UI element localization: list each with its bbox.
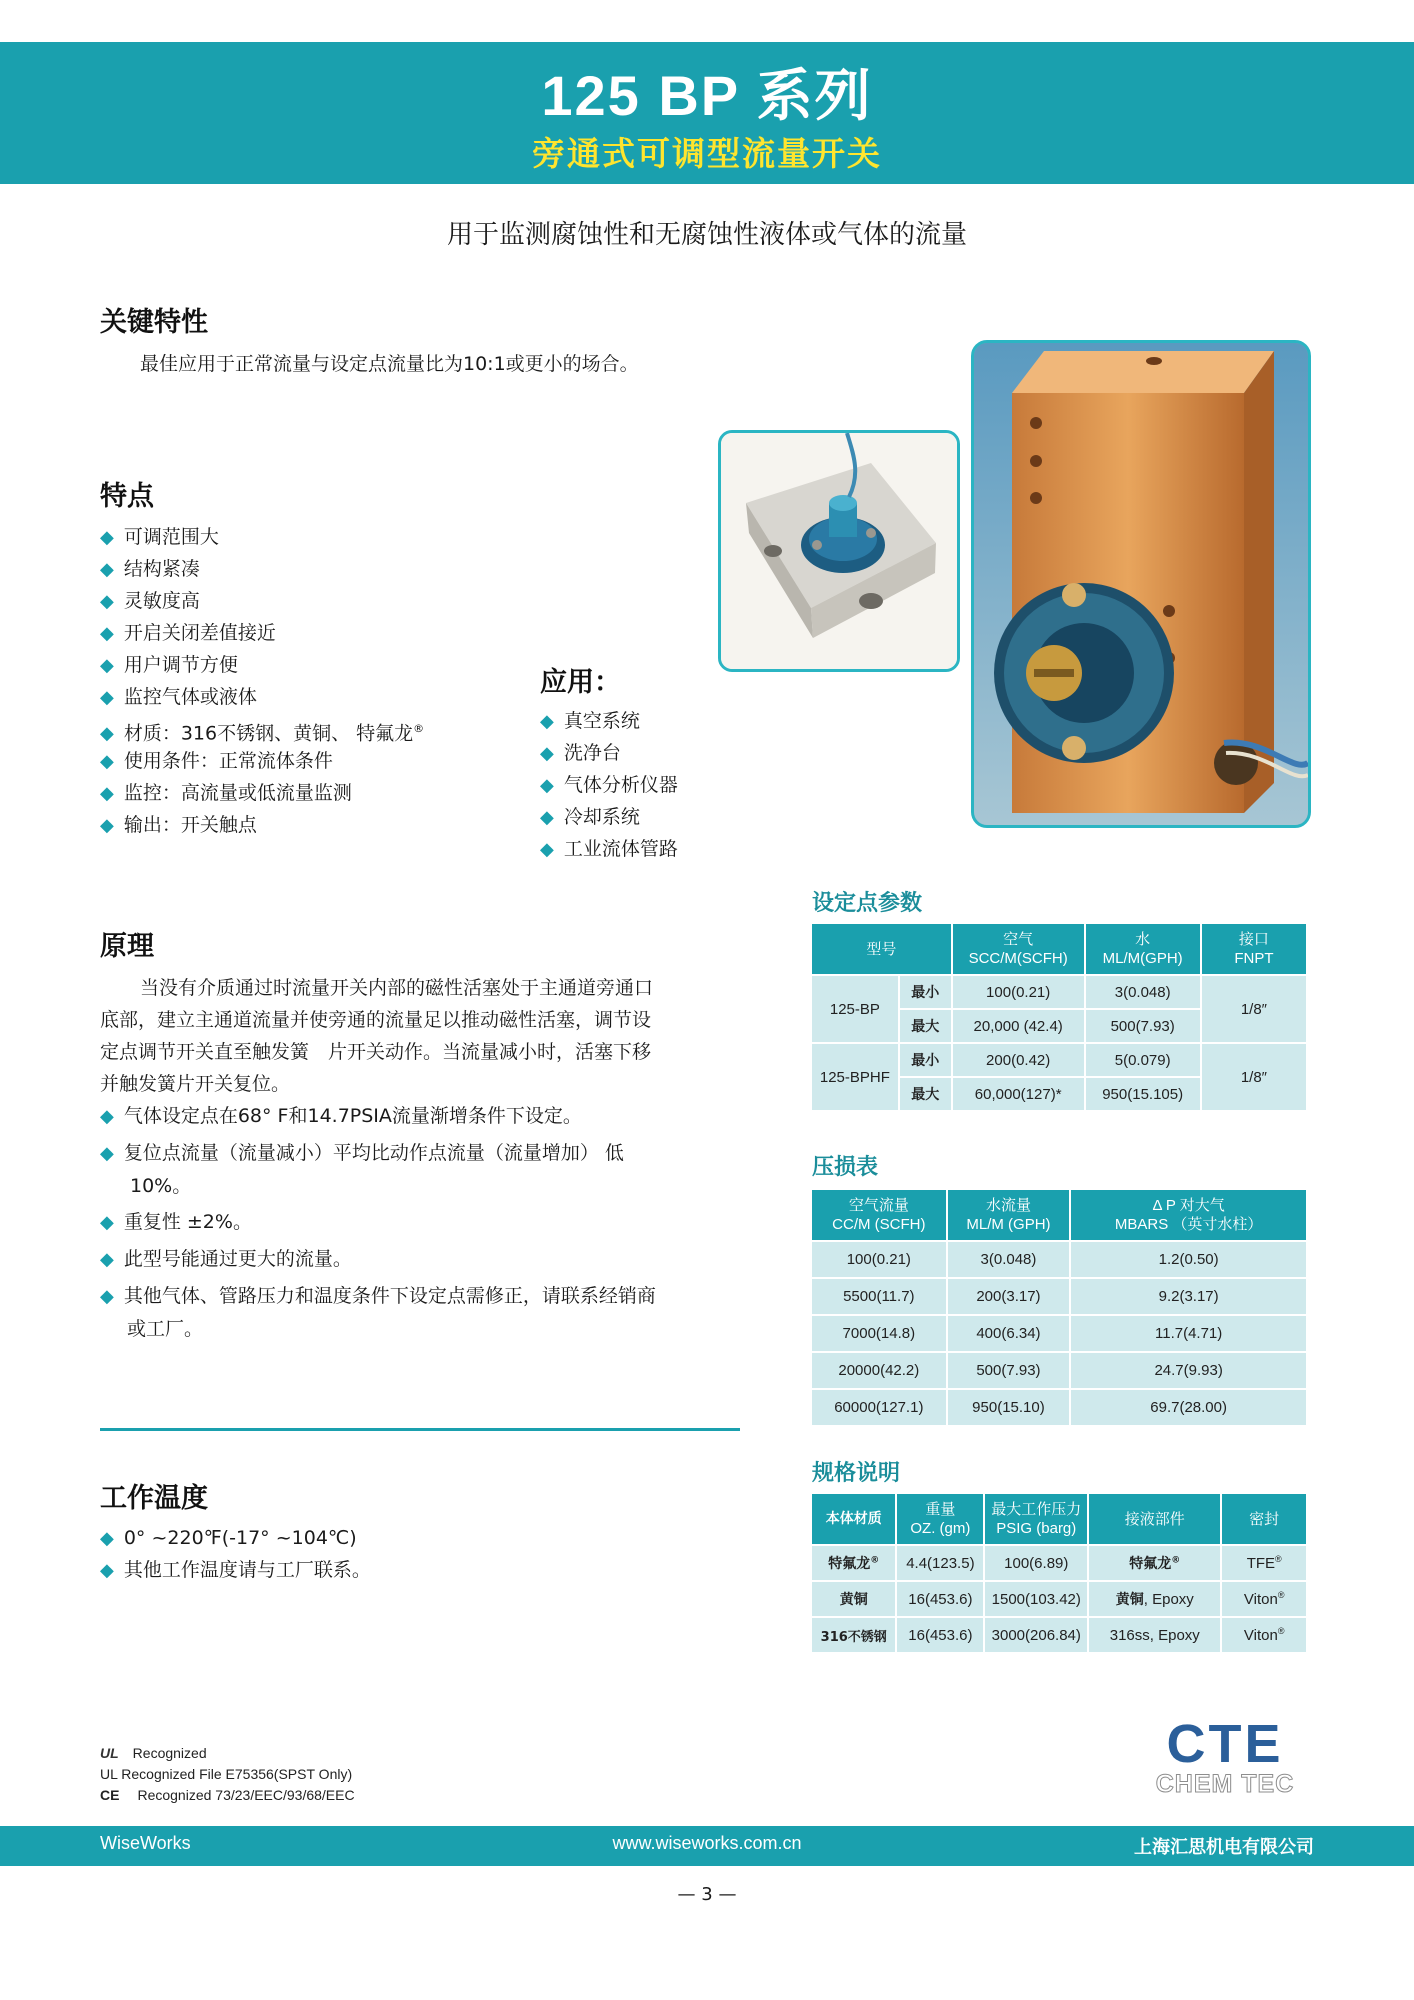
diamond-bullet-icon: ◆ [540, 839, 554, 860]
diamond-bullet-icon: ◆ [100, 723, 114, 745]
application-item: ◆ 洗净台 [540, 742, 621, 764]
feature-item: ◆ 开启关闭差值接近 [100, 622, 276, 644]
diamond-bullet-icon: ◆ [100, 1286, 114, 1307]
principle-bullet: ◆ 复位点流量（流量减小）平均比动作点流量（流量增加） 低 [100, 1142, 624, 1164]
min-label: 最小 [899, 1043, 952, 1077]
temperature-item: ◆ 0° ~220℉(-17° ~104℃) [100, 1527, 357, 1549]
feature-item: ◆ 灵敏度高 [100, 590, 200, 612]
page-title: 125 BP 系列 [541, 64, 873, 127]
spec-table-title: 规格说明 [812, 1461, 901, 1486]
header-water: 水 ML/M(GPH) [1085, 923, 1201, 975]
flow-switch-small-illustration [721, 433, 957, 669]
feature-item: ◆ 监控气体或液体 [100, 686, 257, 708]
key-features-text: 最佳应用于正常流量与设定点流量比为10:1或更小的场合。 [140, 353, 639, 375]
table-row: 7000(14.8) 400(6.34) 11.7(4.71) [811, 1315, 1307, 1352]
principle-title: 原理 [100, 931, 154, 962]
diamond-bullet-icon: ◆ [100, 527, 114, 548]
feature-item: ◆ 材质：316不锈钢、黄铜、 特氟龙® [100, 722, 425, 745]
product-photo-large [971, 340, 1311, 828]
application-item: ◆ 真空系统 [540, 710, 640, 732]
table-row: 最大 20,000 (42.4) 500(7.93) [811, 1009, 1307, 1043]
feature-item: ◆ 输出：开关触点 [100, 814, 257, 836]
principle-paragraph: 当没有介质通过时流量开关内部的磁性活塞处于主通道旁通口 底部，建立主通道流量并使旁通的流量足以推动磁性活塞，调节设 定点调节开关直至触发簧 片开关动作。当流量减小时，活塞下移 并触发簧片开关复位。 [100, 977, 654, 1095]
table-row: 黄铜 16(453.6) 1500(103.42) 黄铜, Epoxy Viton® [811, 1581, 1307, 1617]
ce-line: CE Recognized 73/23/EEC/93/68/EEC [100, 1787, 355, 1803]
chem-tec-logo: CHEM TEC [1155, 1770, 1295, 1798]
principle-bullet: ◆ 重复性 ±2%。 [100, 1211, 252, 1233]
min-label: 最小 [899, 975, 952, 1009]
features-list [100, 521, 424, 841]
port-cell: 1/8″ [1201, 975, 1307, 1043]
footer-brand: WiseWorks [100, 1833, 191, 1853]
table-row: 316不锈钢 16(453.6) 3000(206.84) 316ss, Epoxy Viton® [811, 1617, 1307, 1653]
application-item: ◆ 冷却系统 [540, 806, 640, 828]
principle-bullets: ◆ 气体设定点在68° F和14.7PSIA流量渐增条件下设定。 ◆ 复位点流量（流量减小）平均比动作点流量（流量增加） 低 10%。 ◆ 重复性 ±2%。 ◆ 此型号能通过更大的流量。 ◆ 其他气体、管路压力和温度条件下设定点需修正，请联系经销商 或工厂。 [100, 1100, 760, 1345]
ul-file-line: UL Recognized File E75356(SPST Only) [100, 1766, 353, 1782]
cte-logo: CTE [1166, 1714, 1284, 1774]
ul-recognized-line: UL Recognized [100, 1745, 207, 1761]
diamond-bullet-icon: ◆ [540, 711, 554, 732]
diamond-bullet-icon: ◆ [100, 1106, 114, 1127]
diamond-bullet-icon: ◆ [100, 1528, 114, 1549]
feature-item: ◆ 使用条件：正常流体条件 [100, 750, 333, 772]
diamond-bullet-icon: ◆ [100, 1143, 114, 1164]
diamond-bullet-icon: ◆ [100, 783, 114, 804]
diamond-bullet-icon: ◆ [100, 559, 114, 580]
diamond-bullet-icon: ◆ [100, 815, 114, 836]
tagline: 用于监测腐蚀性和无腐蚀性液体或气体的流量 [446, 220, 967, 250]
temperature-list [100, 1522, 371, 1586]
feature-item: ◆ 监控：高流量或低流量监测 [100, 782, 352, 804]
max-label: 最大 [899, 1077, 952, 1111]
table-row: 100(0.21) 3(0.048) 1.2(0.50) [811, 1241, 1307, 1278]
page-subtitle: 旁通式可调型流量开关 [532, 134, 882, 173]
applications-title: 应用： [540, 667, 621, 698]
header-port: 接口 FNPT [1201, 923, 1307, 975]
diamond-bullet-icon: ◆ [540, 743, 554, 764]
model-cell: 125-BPHF [811, 1043, 899, 1111]
setpoint-table [810, 922, 1308, 1112]
applications-list [540, 705, 678, 865]
registered-mark: ® [413, 722, 425, 735]
max-label: 最大 [899, 1009, 952, 1043]
footer-company: 上海汇思机电有限公司 [1134, 1837, 1314, 1858]
table-row: 60000(127.1) 950(15.10) 69.7(28.00) [811, 1389, 1307, 1426]
temperature-title: 工作温度 [100, 1483, 208, 1514]
footer-website-link[interactable]: www.wiseworks.com.cn [612, 1833, 802, 1853]
page-number: — 3 — [677, 1884, 737, 1905]
table-row: 5500(11.7) 200(3.17) 9.2(3.17) [811, 1278, 1307, 1315]
feature-item: ◆ 结构紧凑 [100, 558, 200, 580]
spec-table [810, 1492, 1308, 1654]
header-air: 空气 SCC/M(SCFH) [952, 923, 1085, 975]
product-photo-small [718, 430, 960, 672]
feature-item: ◆ 可调范围大 [100, 526, 219, 548]
table-row: 最大 60,000(127)* 950(15.105) [811, 1077, 1307, 1111]
application-item: ◆ 工业流体管路 [540, 838, 678, 860]
principle-bullet: ◆ 其他气体、管路压力和温度条件下设定点需修正，请联系经销商 [100, 1285, 656, 1307]
diamond-bullet-icon: ◆ [100, 1212, 114, 1233]
diamond-bullet-icon: ◆ [100, 1249, 114, 1270]
application-item: ◆ 气体分析仪器 [540, 774, 678, 796]
diamond-bullet-icon: ◆ [100, 655, 114, 676]
features-title: 特点 [100, 481, 154, 512]
diamond-bullet-icon: ◆ [100, 623, 114, 644]
spec-header-row: 本体材质 重量 OZ. (gm) 最大工作压力 PSIG (barg) 接液部件 密封 [811, 1493, 1307, 1545]
header-model: 型号 [811, 923, 952, 975]
ce-mark-icon: CE [100, 1787, 120, 1803]
pressure-header-row: 空气流量 CC/M (SCFH) 水流量 ML/M (GPH) Δ P 对大气 MBARS （英寸水柱） [811, 1189, 1307, 1241]
model-cell: 125-BP [811, 975, 899, 1043]
diamond-bullet-icon: ◆ [100, 687, 114, 708]
diamond-bullet-icon: ◆ [100, 591, 114, 612]
setpoint-header-row [811, 923, 1307, 975]
diamond-bullet-icon: ◆ [540, 775, 554, 796]
table-row: 125-BP 最小 100(0.21) 3(0.048) 1/8″ [811, 975, 1307, 1009]
pressure-loss-table [810, 1188, 1308, 1427]
flow-switch-large-illustration [974, 343, 1308, 825]
port-cell: 1/8″ [1201, 1043, 1307, 1111]
diamond-bullet-icon: ◆ [100, 1560, 114, 1581]
pressure-table-title: 压损表 [812, 1155, 879, 1180]
section-divider [100, 1428, 740, 1431]
table-row: 特氟龙® 4.4(123.5) 100(6.89) 特氟龙® TFE® [811, 1545, 1307, 1581]
table-row: 125-BPHF 最小 200(0.42) 5(0.079) 1/8″ [811, 1043, 1307, 1077]
setpoint-table-title: 设定点参数 [812, 891, 923, 916]
principle-bullet: ◆ 气体设定点在68° F和14.7PSIA流量渐增条件下设定。 [100, 1105, 582, 1127]
ul-logo-icon: UL [100, 1745, 119, 1761]
key-features-title: 关键特性 [100, 307, 208, 338]
diamond-bullet-icon: ◆ [100, 751, 114, 772]
temperature-item: ◆ 其他工作温度请与工厂联系。 [100, 1559, 371, 1581]
principle-bullet: ◆ 此型号能通过更大的流量。 [100, 1248, 352, 1270]
diamond-bullet-icon: ◆ [540, 807, 554, 828]
feature-item: ◆ 用户调节方便 [100, 654, 238, 676]
table-row: 20000(42.2) 500(7.93) 24.7(9.93) [811, 1352, 1307, 1389]
